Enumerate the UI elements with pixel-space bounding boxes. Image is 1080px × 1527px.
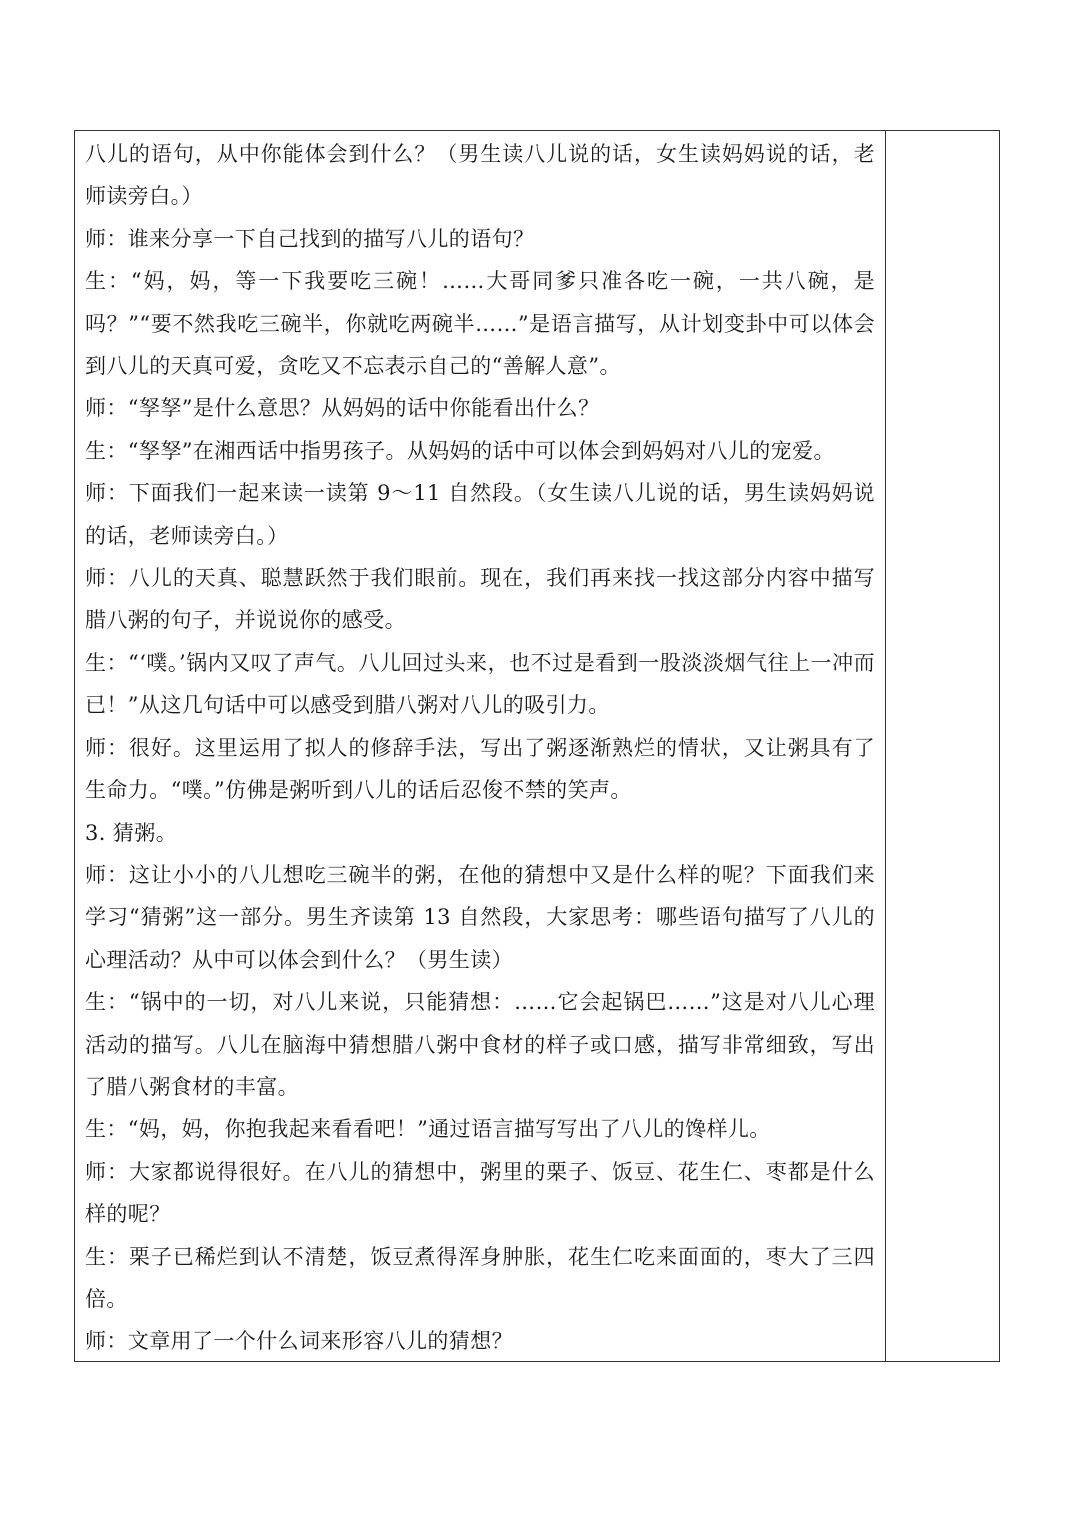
paragraph-16: 师：文章用了一个什么词来形容八儿的猜想？ — [85, 1329, 513, 1354]
paragraph-13: 生：“妈，妈，你抱我起来看看吧！”通过语言描写写出了八儿的馋样儿。 — [85, 1117, 771, 1142]
paragraph-15: 生：栗子已稀烂到认不清楚，饭豆煮得浑身肿胀，花生仁吃来面面的，枣大了三四倍。 — [85, 1244, 875, 1311]
paragraph-5: 生：“孥孥”在湘西话中指男孩子。从妈妈的话中可以体会到妈妈对八儿的宠爱。 — [85, 438, 835, 463]
paragraph-4: 师：“孥孥”是什么意思？从妈妈的话中你能看出什么？ — [85, 396, 600, 421]
paragraph-6: 师：下面我们一起来读一读第 9～11 自然段。（女生读八儿说的话，男生读妈妈说的话，老师读旁白。） — [85, 481, 875, 548]
paragraph-9: 师：很好。这里运用了拟人的修辞手法，写出了粥逐渐熟烂的情状，又让粥具有了生命力。“噗。”仿佛是粥听到八儿的话后忍俊不禁的笑声。 — [85, 735, 875, 803]
notes-cell — [886, 131, 999, 1361]
paragraph-14: 师：大家都说得很好。在八儿的猜想中，粥里的栗子、饭豆、花生仁、枣都是什么样的呢？ — [85, 1159, 875, 1227]
section-heading-guess-porridge: 3. 猜粥。 — [85, 820, 178, 845]
paragraph-12: 生：“锅中的一切，对八儿来说，只能猜想：……它会起锅巴……”这是对八儿心理活动的描写。八儿在脑海中猜想腊八粥中食材的样子或口感，描写非常细致，写出了腊八粥食材的丰富。 — [85, 990, 875, 1099]
paragraph-8: 生：“‘噗。’锅内又叹了声气。八儿回过头来，也不过是看到一股淡淡烟气往上一冲而已！”从这几句话中可以感受到腊八粥对八儿的吸引力。 — [85, 650, 875, 718]
lesson-table — [74, 130, 1000, 1362]
paragraph-1: 八儿的语句，从中你能体会到什么？（男生读八儿说的话，女生读妈妈说的话，老师读旁白。） — [85, 142, 875, 209]
paragraph-3: 生：“妈，妈，等一下我要吃三碗！……大哥同爹只准各吃一碗，一共八碗，是吗？”“要不然我吃三碗半，你就吃两碗半……”是语言描写，从计划变卦中可以体会到八儿的天真可爱，贪吃又不忘表示自己的“善解人意”。 — [85, 269, 875, 379]
paragraph-2: 师：谁来分享一下自己找到的描写八儿的语句？ — [85, 226, 535, 251]
paragraph-7: 师：八儿的天真、聪慧跃然于我们眼前。现在，我们再来找一找这部分内容中描写腊八粥的句子，并说说你的感受。 — [85, 566, 875, 633]
lesson-content-cell — [75, 131, 885, 1361]
paragraph-11: 师：这让小小的八儿想吃三碗半的粥，在他的猜想中又是什么样的呢？下面我们来学习“猜粥”这一部分。男生齐读第 13 自然段，大家思考：哪些语句描写了八儿的心理活动？从中可以体会到什么？（男生读） — [85, 862, 875, 972]
